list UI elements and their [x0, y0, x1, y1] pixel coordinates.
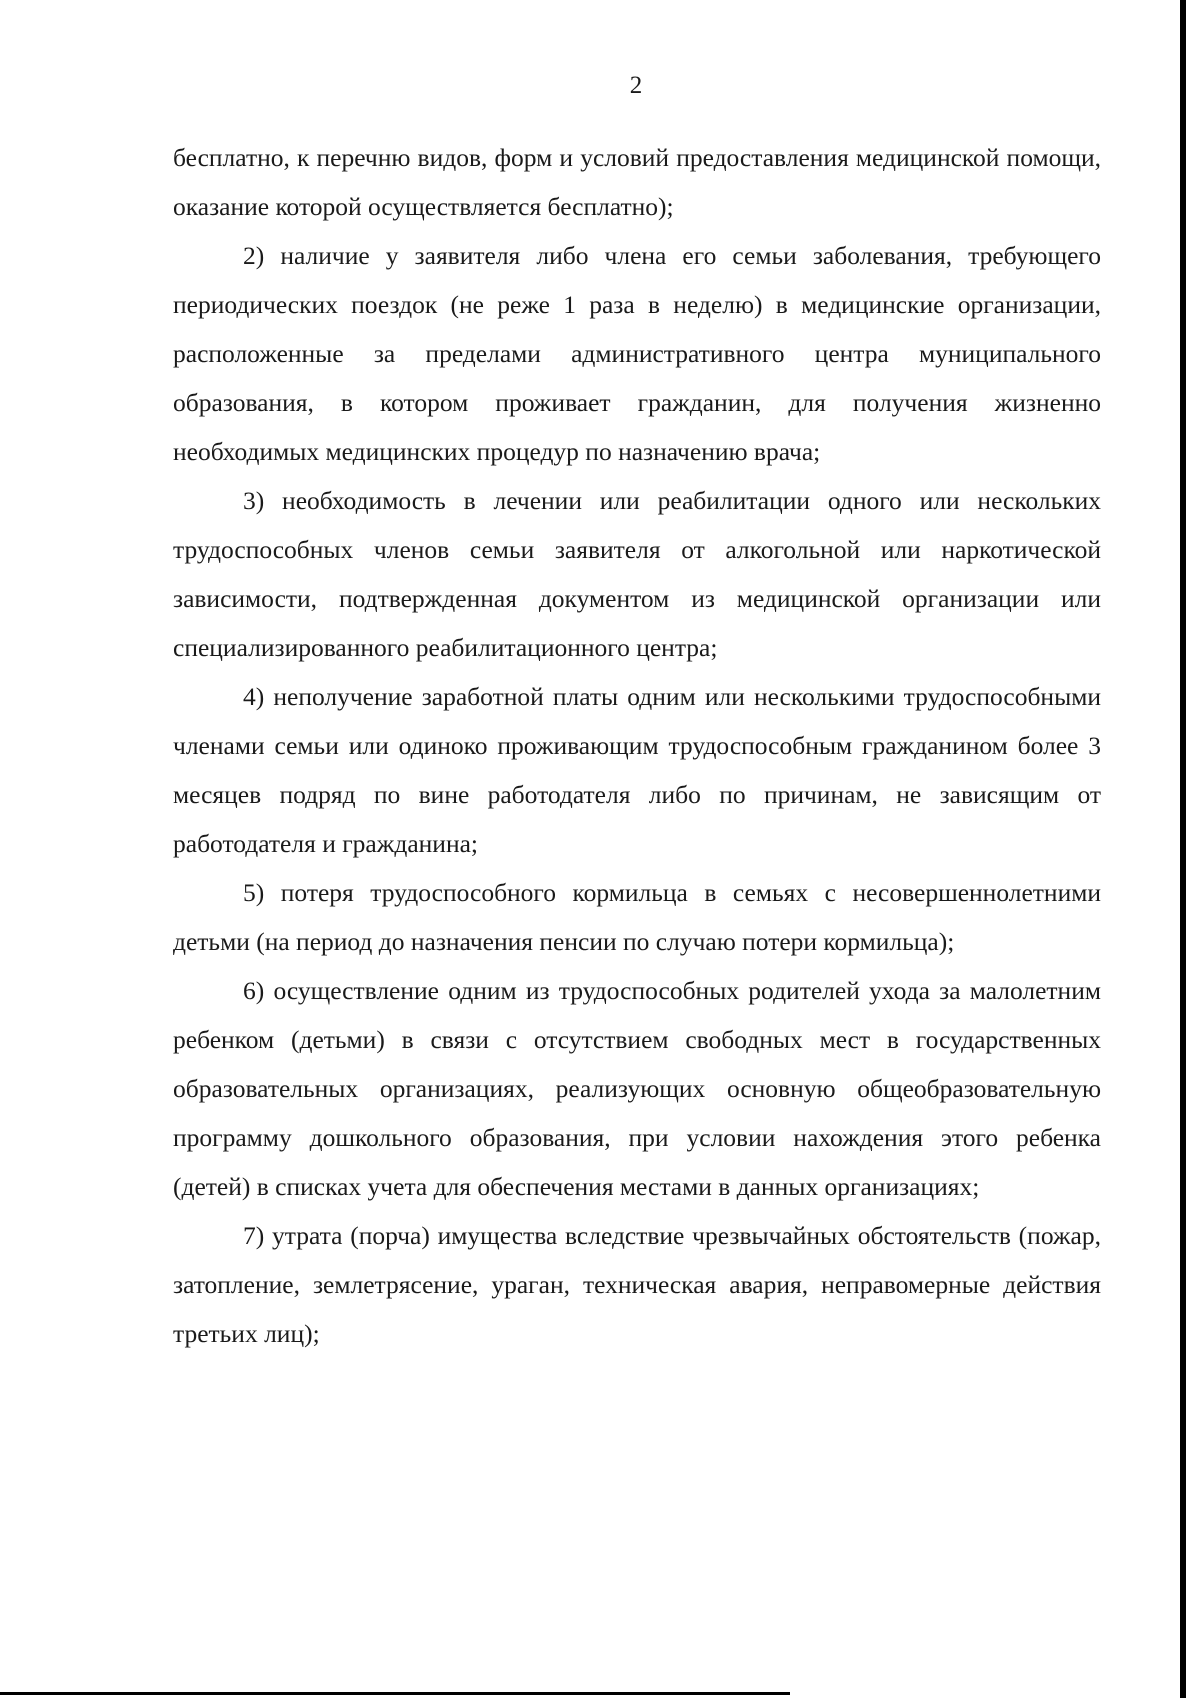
paragraph-item-4: 4) неполучение заработной платы одним или несколькими трудоспособными членами семьи или одиноко проживающим трудоспособным гражданином более 3 месяцев подряд по вине работодателя либо по причинам, не зависящим от работодателя и гражданина;: [173, 682, 1101, 858]
page-number: [0, 72, 1200, 100]
document-body: [173, 133, 1101, 1358]
paragraph-continuation: бесплатно, к перечню видов, форм и условий предоставления медицинской помощи, оказание которой осуществляется бесплатно);: [173, 143, 1101, 221]
paragraph-item-7: 7) утрата (порча) имущества вследствие чрезвычайных обстоятельств (пожар, затопление, землетрясение, ураган, техническая авария, неправомерные действия третьих лиц);: [173, 1221, 1101, 1348]
paragraph-item-6: 6) осуществление одним из трудоспособных родителей ухода за малолетним ребенком (детьми) в связи с отсутствием свободных мест в государственных образовательных организациях, реализующих основную общеобразовательную программу дошкольного образования, при условии нахождения этого ребенка (детей) в списках учета для обеспечения местами в данных организациях;: [173, 976, 1101, 1201]
paragraph-item-5: 5) потеря трудоспособного кормильца в семьях с несовершеннолетними детьми (на период до назначения пенсии по случаю потери кормильца);: [173, 878, 1101, 956]
scan-border-bottom: [0, 1692, 790, 1695]
scan-border-right: [1180, 0, 1186, 1698]
paragraph-item-3: 3) необходимость в лечении или реабилитации одного или нескольких трудоспособных членов семьи заявителя от алкогольной или наркотической зависимости, подтвержденная документом из медицинской организации или специализированного реабилитационного центра;: [173, 486, 1101, 662]
paragraph-item-2: 2) наличие у заявителя либо члена его семьи заболевания, требующего периодических поездок (не реже 1 раза в неделю) в медицинские организации, расположенные за пределами административного центра муниципального образования, в котором проживает гражданин, для получения жизненно необходимых медицинских процедур по назначению врача;: [173, 241, 1101, 466]
page-number-text: 2: [629, 72, 643, 99]
